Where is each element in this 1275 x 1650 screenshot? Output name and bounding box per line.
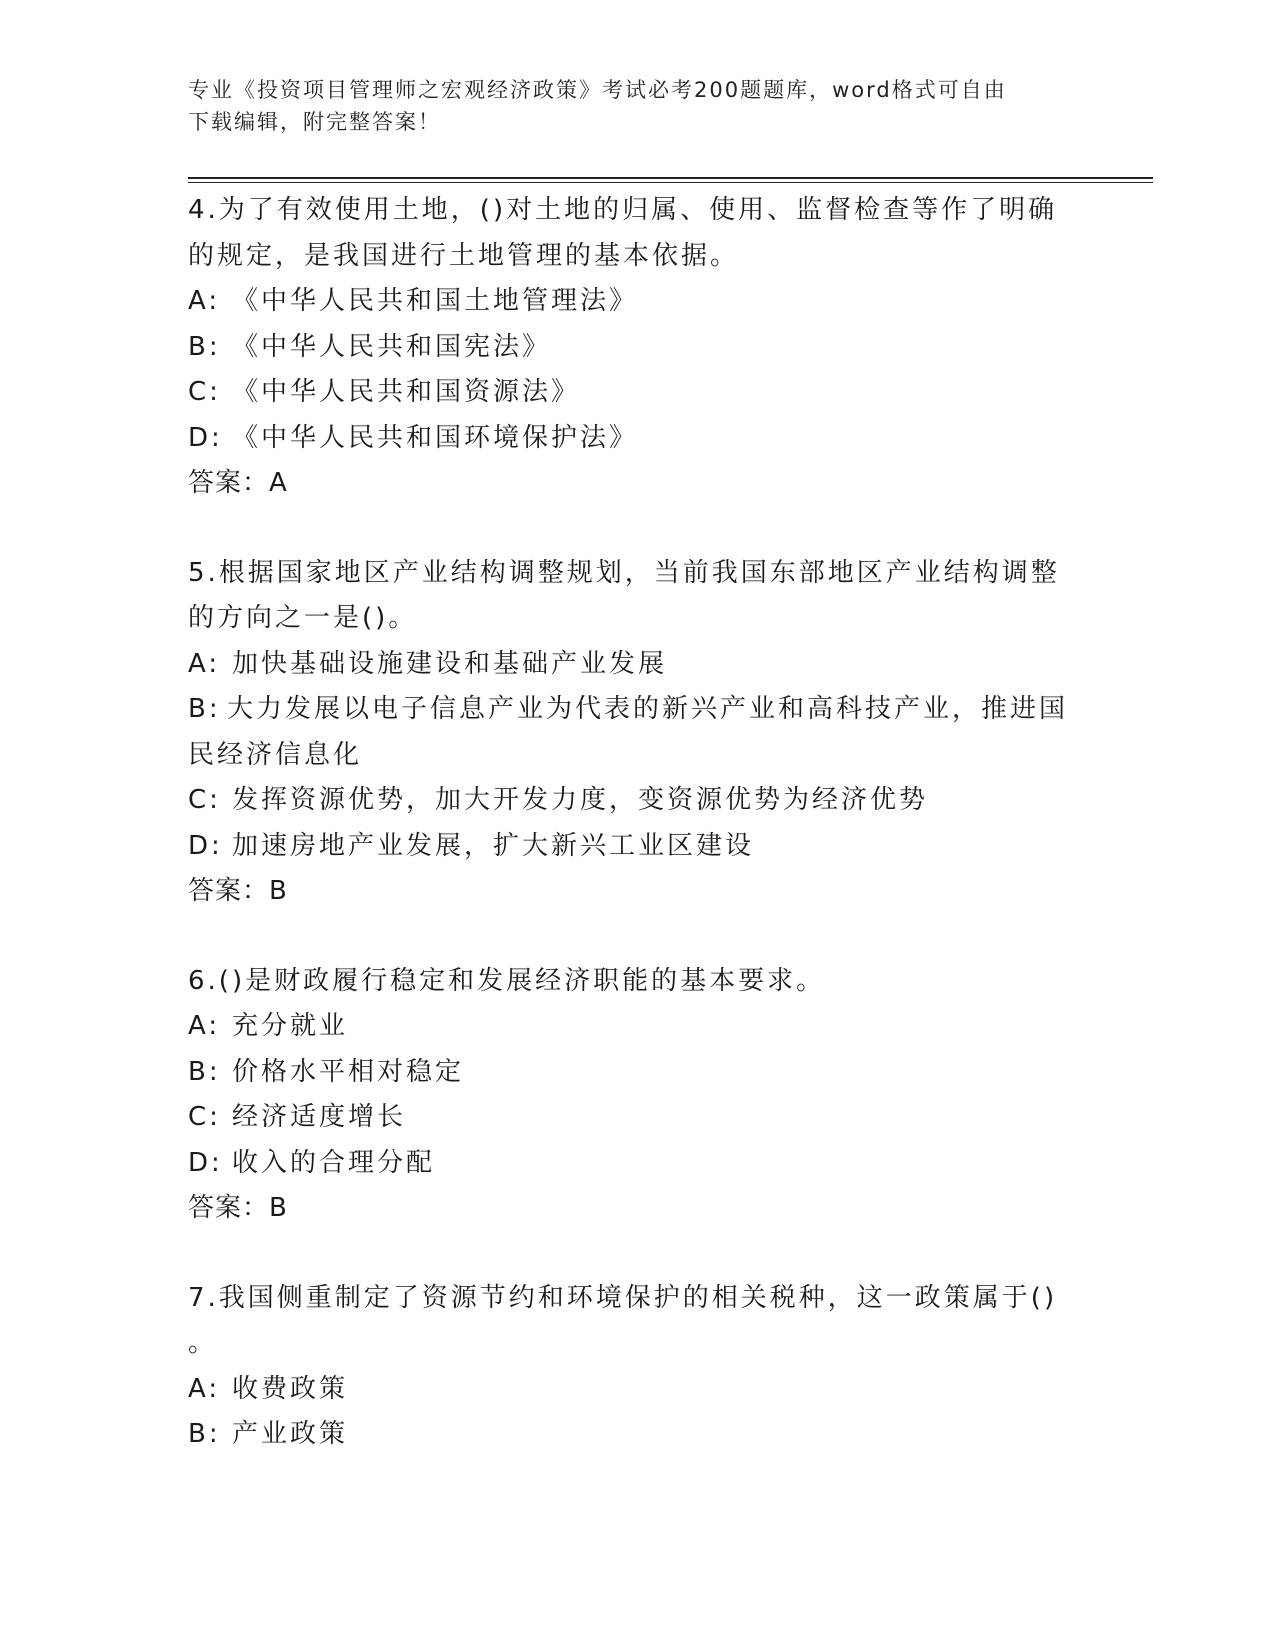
option-c xyxy=(188,1095,1068,1141)
option-key: C: xyxy=(188,1102,221,1132)
option-key: A: xyxy=(188,1011,221,1041)
answer-label: 答案： xyxy=(188,468,270,498)
option-a xyxy=(188,1004,1068,1050)
question-stem: 6.()是财政履行稳定和发展经济职能的基本要求。 xyxy=(188,965,826,996)
option-text: 价格水平相对稳定 xyxy=(232,1056,465,1087)
option-d xyxy=(188,824,1068,870)
answer-line xyxy=(188,869,1068,915)
header-line-1: 专业《投资项目管理师之宏观经济政策》考试必考200题题库，word格式可自由 xyxy=(188,78,1007,102)
option-d xyxy=(188,416,1068,462)
answer-value: B xyxy=(269,1193,288,1223)
answer-line xyxy=(188,461,1068,507)
option-text: 《中华人民共和国环境保护法》 xyxy=(232,422,639,453)
header-divider xyxy=(188,177,1153,179)
option-text: 大力发展以电子信息产业为代表的新兴产业和高科技产业，推进国 xyxy=(226,694,1068,724)
option-b xyxy=(188,1050,1068,1096)
question-7 xyxy=(188,1276,1068,1458)
option-key: B: xyxy=(188,1056,221,1087)
option-b-cont: 民经济信息化 xyxy=(188,739,363,770)
option-key: B: xyxy=(188,1419,221,1449)
option-text: 加快基础设施建设和基础产业发展 xyxy=(232,648,668,679)
option-text: 收费政策 xyxy=(232,1373,349,1404)
option-key: C: xyxy=(188,785,221,815)
answer-label: 答案： xyxy=(188,1193,270,1223)
answer-line xyxy=(188,1186,1068,1232)
question-stem: 4.为了有效使用土地，()对土地的归属、使用、监督检查等作了明确 xyxy=(188,195,1058,225)
question-stem-cont: 。 xyxy=(188,1328,218,1358)
option-c xyxy=(188,778,1068,824)
option-text: 充分就业 xyxy=(232,1011,349,1041)
question-stem: 7.我国侧重制定了资源节约和环境保护的相关税种，这一政策属于() xyxy=(188,1282,1058,1313)
option-key: A: xyxy=(188,1373,221,1404)
answer-label: 答案： xyxy=(188,876,270,906)
option-d xyxy=(188,1141,1068,1187)
option-key: A: xyxy=(188,648,221,679)
option-text: 经济适度增长 xyxy=(232,1102,407,1132)
document-header xyxy=(188,74,1068,138)
question-stem: 5.根据国家地区产业结构调整规划，当前我国东部地区产业结构调整 xyxy=(188,557,1060,588)
option-text: 加速房地产业发展，扩大新兴工业区建设 xyxy=(232,830,755,861)
option-text: 《中华人民共和国宪法》 xyxy=(232,331,552,362)
question-4 xyxy=(188,188,1068,507)
answer-value: A xyxy=(269,468,288,498)
header-divider-thin xyxy=(188,182,1153,183)
option-c xyxy=(188,370,1068,416)
option-a xyxy=(188,642,1068,688)
option-key: B: xyxy=(188,694,221,724)
option-b xyxy=(188,1412,1068,1458)
header-line-2: 下载编辑，附完整答案！ xyxy=(188,110,441,134)
option-key: C: xyxy=(188,377,221,407)
question-stem-cont: 的规定，是我国进行土地管理的基本依据。 xyxy=(188,240,740,271)
option-a xyxy=(188,279,1068,325)
option-text: 产业政策 xyxy=(232,1419,349,1449)
answer-value: B xyxy=(269,876,288,906)
option-key: D: xyxy=(188,1147,223,1178)
option-key: D: xyxy=(188,830,223,861)
option-key: D: xyxy=(188,422,223,453)
option-text: 收入的合理分配 xyxy=(232,1147,436,1178)
option-text: 《中华人民共和国资源法》 xyxy=(232,377,581,407)
question-stem-cont: 的方向之一是()。 xyxy=(188,603,418,633)
option-key: B: xyxy=(188,331,221,362)
question-6 xyxy=(188,959,1068,1232)
option-b xyxy=(188,687,1068,733)
option-key: A: xyxy=(188,286,221,316)
option-b xyxy=(188,325,1068,371)
option-a xyxy=(188,1367,1068,1413)
option-text: 发挥资源优势，加大开发力度，变资源优势为经济优势 xyxy=(232,785,929,815)
option-text: 《中华人民共和国土地管理法》 xyxy=(232,286,639,316)
question-5 xyxy=(188,551,1068,915)
question-list xyxy=(188,188,1068,1502)
